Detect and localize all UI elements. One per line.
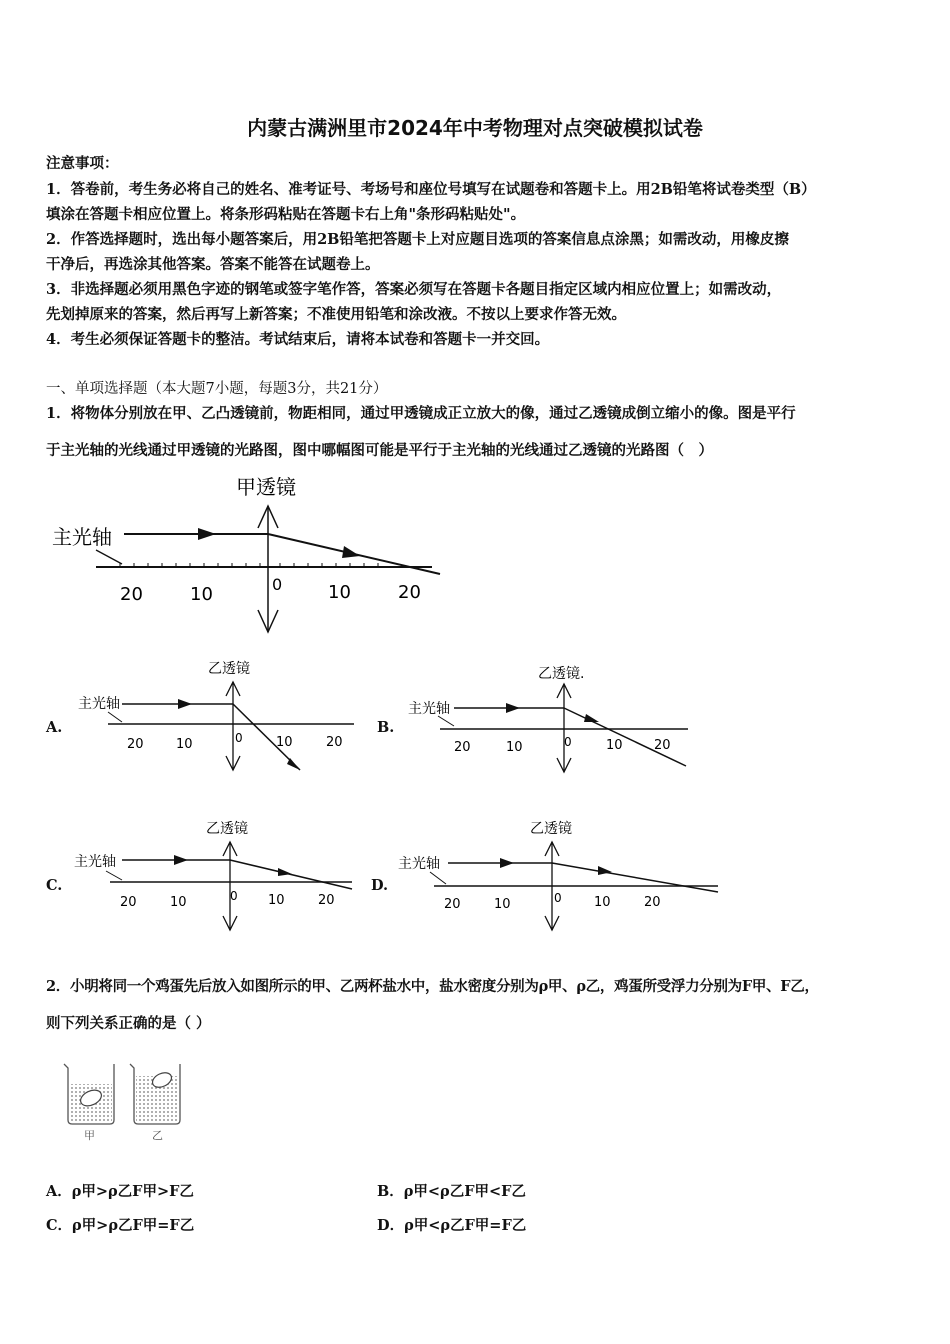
- beaker-label: 乙: [152, 1129, 163, 1142]
- axis-label: 主光轴: [408, 701, 450, 717]
- axis-pointer: [96, 550, 122, 564]
- option-d-figure[interactable]: [394, 814, 724, 934]
- notice-line: 2．作答选择题时，选出每小题答案后，用2B铅笔把答题卡上对应题目选项的答案信息点涂黑；如需改动，用橡皮擦: [46, 231, 789, 248]
- axis-label: 主光轴: [52, 525, 112, 549]
- tick-label: 0: [564, 735, 572, 749]
- beakers-figure: [58, 1058, 198, 1142]
- tick-label: 10: [276, 735, 293, 750]
- ray-arrow: [584, 714, 599, 722]
- axis-pointer: [106, 871, 122, 880]
- tick-label: 10: [268, 893, 285, 908]
- tick-label: 20: [654, 738, 671, 753]
- question-1-line: 于主光轴的光线通过甲透镜的光路图，图中哪幅图可能是平行于主光轴的光线通过乙透镜的光路图（ ）: [46, 442, 713, 459]
- tick-label: 0: [554, 891, 562, 905]
- notice-heading: 注意事项：: [46, 155, 119, 172]
- ray-arrow: [342, 546, 360, 558]
- notice-line: 4．考生必须保证答题卡的整洁。考试结束后，请将本试卷和答题卡一并交回。: [46, 331, 550, 348]
- axis-pointer: [108, 712, 122, 722]
- tick-label: 10: [170, 895, 187, 910]
- question-1-line: 1．将物体分别放在甲、乙凸透镜前，物距相同，通过甲透镜成正立放大的像，通过乙透镜成倒立缩小的像。图是平行: [46, 405, 796, 422]
- lens-label: 乙透镜.: [538, 666, 585, 682]
- tick-label: 20: [326, 735, 343, 750]
- ray-arrow: [174, 855, 188, 865]
- tick-label: 0: [230, 889, 238, 903]
- tick-label: 20: [120, 895, 137, 910]
- tick-label: 10: [606, 738, 623, 753]
- ray-arrow: [500, 858, 514, 868]
- tick-label: 0: [235, 731, 243, 745]
- axis-label: 主光轴: [398, 856, 440, 872]
- axis-label: 主光轴: [78, 696, 120, 712]
- option-c-figure[interactable]: [68, 814, 368, 934]
- tick-label: 10: [494, 897, 511, 912]
- ray-arrow: [198, 528, 216, 540]
- lens-label: 乙透镜: [208, 661, 250, 677]
- page-title: 内蒙古满洲里市2024年中考物理对点突破模拟试卷: [247, 116, 703, 140]
- tick-label: 10: [506, 740, 523, 755]
- axis-pointer: [430, 872, 446, 884]
- option-b-figure[interactable]: [402, 656, 702, 776]
- tick-label: 20: [454, 740, 471, 755]
- question-2-line: 则下列关系正确的是（ ）: [46, 1015, 211, 1032]
- main-lens-figure: [40, 470, 460, 640]
- tick-label: 10: [190, 584, 213, 605]
- tick-label: 20: [444, 897, 461, 912]
- notice-line: 1．答卷前，考生务必将自己的姓名、准考证号、考场号和座位号填写在试题卷和答题卡上。用2B铅笔将试卷类型（B）: [46, 181, 816, 198]
- refracted-ray: [552, 863, 718, 892]
- notice-line: 干净后，再选涂其他答案。答案不能答在试题卷上。: [46, 256, 380, 273]
- refracted-ray: [564, 708, 686, 766]
- lens-label: 乙透镜: [530, 821, 572, 837]
- notice-line: 先划掉原来的答案，然后再写上新答案；不准使用铅笔和涂改液。不按以上要求作答无效。: [46, 306, 626, 323]
- option-c-label[interactable]: C.: [46, 877, 63, 894]
- tick-label: 10: [594, 895, 611, 910]
- tick-label: 20: [398, 582, 421, 603]
- tick-label: 20: [318, 893, 335, 908]
- refracted-ray: [230, 860, 352, 889]
- option-d-label[interactable]: D.: [371, 877, 389, 894]
- axis-pointer: [438, 716, 454, 726]
- tick-label: 20: [644, 895, 661, 910]
- section-heading: 一、单项选择题（本大题7小题，每题3分，共21分）: [46, 381, 388, 397]
- ray-arrow: [506, 703, 520, 713]
- answer-c[interactable]: C．ρ甲>ρ乙F甲=F乙: [46, 1217, 195, 1234]
- tick-label: 0: [272, 575, 283, 594]
- notice-line: 3．非选择题必须用黑色字迹的钢笔或签字笔作答，答案必须写在答题卡各题目指定区域内相应位置上；如需改动，: [46, 281, 782, 298]
- ray-arrow: [178, 699, 192, 709]
- tick-label: 20: [127, 737, 144, 752]
- beaker-label: 甲: [84, 1129, 95, 1142]
- lens-label: 甲透镜: [236, 475, 296, 499]
- tick-label: 10: [328, 582, 351, 603]
- answer-a[interactable]: A．ρ甲>ρ乙F甲>F乙: [46, 1183, 194, 1200]
- option-b-label[interactable]: B.: [377, 719, 395, 736]
- lens-label: 乙透镜: [206, 821, 248, 837]
- option-a-figure[interactable]: [72, 656, 372, 776]
- beaker-jia: [64, 1064, 114, 1124]
- question-2-line: 2．小明将同一个鸡蛋先后放入如图所示的甲、乙两杯盐水中，盐水密度分别为ρ甲、ρ乙，鸡蛋所受浮力分别为F甲、F乙，: [46, 978, 819, 995]
- option-a-label[interactable]: A.: [46, 719, 63, 736]
- notice-line: 填涂在答题卡相应位置上。将条形码粘贴在答题卡右上角"条形码粘贴处"。: [46, 206, 526, 223]
- beaker-yi: [130, 1064, 180, 1124]
- answer-d[interactable]: D．ρ甲<ρ乙F甲=F乙: [377, 1217, 527, 1234]
- answer-b[interactable]: B．ρ甲<ρ乙F甲<F乙: [377, 1183, 526, 1200]
- axis-label: 主光轴: [74, 854, 116, 870]
- tick-label: 20: [120, 584, 143, 605]
- tick-label: 10: [176, 737, 193, 752]
